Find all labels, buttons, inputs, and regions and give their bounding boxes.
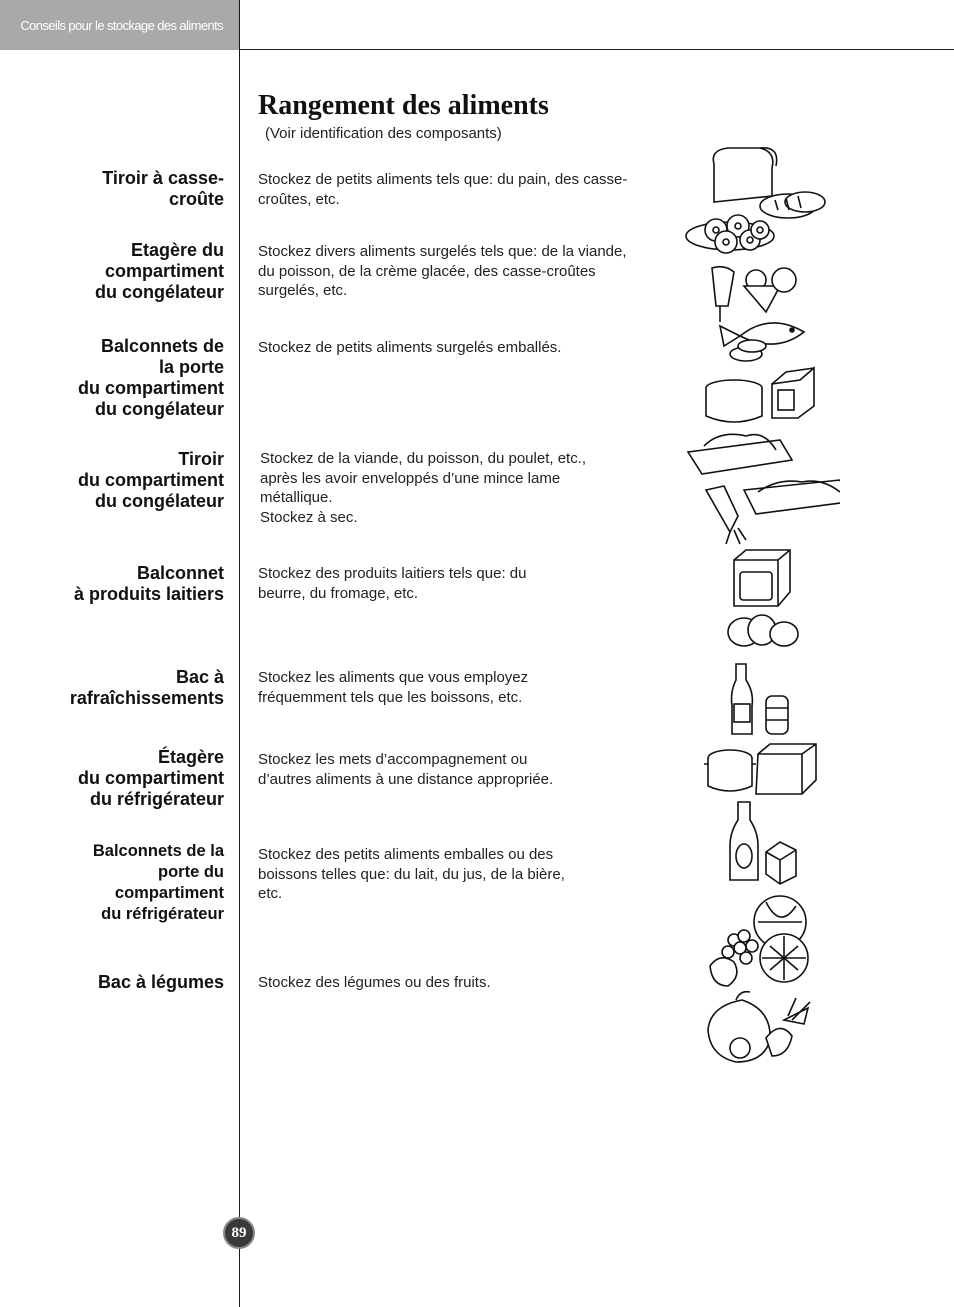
page-title: Rangement des aliments [258, 90, 549, 121]
header-rule [239, 49, 954, 50]
fruit-icon [710, 896, 808, 986]
desc-vegetable-bin: Stockez des légumes ou des fruits. [258, 974, 491, 991]
ice-cream-icon [712, 267, 796, 322]
page-number: 89 [231, 1224, 247, 1241]
page-number-badge [223, 1217, 255, 1249]
frozen-package-icon [706, 368, 814, 422]
section-header-tab [0, 0, 239, 50]
label-fridge-shelf: Étagère du compartiment du réfrigérateur [77, 747, 224, 809]
drinks-icon [732, 664, 789, 734]
label-vegetable-bin: Bac à légumes [97, 972, 224, 992]
label-fridge-door-bins: Balconnets de la porte du compartiment du réfrigérateur [92, 842, 224, 923]
label-freezer-door-bins: Balconnets de la porte du compartiment du congélateur [77, 336, 224, 419]
page-subtitle: (Voir identification des composants) [265, 125, 502, 142]
desc-dairy-bin: Stockez des produits laitiers tels que: du beurre, du fromage, etc. [258, 565, 527, 602]
desc-fridge-shelf: Stockez les mets d’accompagnement ou d’autres aliments à une distance appropriée. [258, 751, 554, 788]
label-refreshment-bin: Bac à rafraîchissements [69, 667, 224, 708]
meat-tray-icon [688, 434, 840, 544]
label-dairy-bin: Balconnet à produits laitiers [73, 563, 224, 604]
label-freezer-drawer: Tiroir du compartiment du congélateur [77, 449, 224, 511]
desc-freezer-shelf: Stockez divers aliments surgelés tels que: de la viande, du poisson, de la crème glacée, des casse-croûtes surgelés, etc. [258, 243, 627, 299]
fish-icon [720, 323, 804, 361]
desc-refreshment-bin: Stockez les aliments que vous employez fréquemment tels que les boissons, etc. [258, 669, 529, 706]
desc-fridge-door-bins: Stockez des petits aliments emballes ou des boissons telles que: du lait, du jus, de la bière, etc. [258, 846, 565, 902]
bread-icon [686, 148, 825, 253]
label-freezer-shelf: Etagère du compartiment du congélateur [94, 240, 224, 302]
label-snack-drawer: Tiroir à casse- croûte [102, 168, 224, 209]
food-illustrations [680, 140, 840, 1070]
section-title: Conseils pour le stockage des aliments [20, 17, 223, 33]
desc-freezer-door-bins: Stockez de petits aliments surgelés emballés. [258, 339, 562, 356]
food-container-icon [704, 744, 816, 794]
desc-snack-drawer: Stockez de petits aliments tels que: du pain, des casse- croûtes, etc. [258, 171, 628, 208]
vertical-rule [239, 0, 240, 1307]
bottle-carton-icon [730, 802, 796, 884]
vegetables-icon [708, 992, 810, 1062]
desc-freezer-drawer: Stockez de la viande, du poisson, du poulet, etc., après les avoir enveloppés d’une mince lame métallique. Stockez à sec. [260, 450, 587, 526]
dairy-icon [728, 550, 798, 646]
